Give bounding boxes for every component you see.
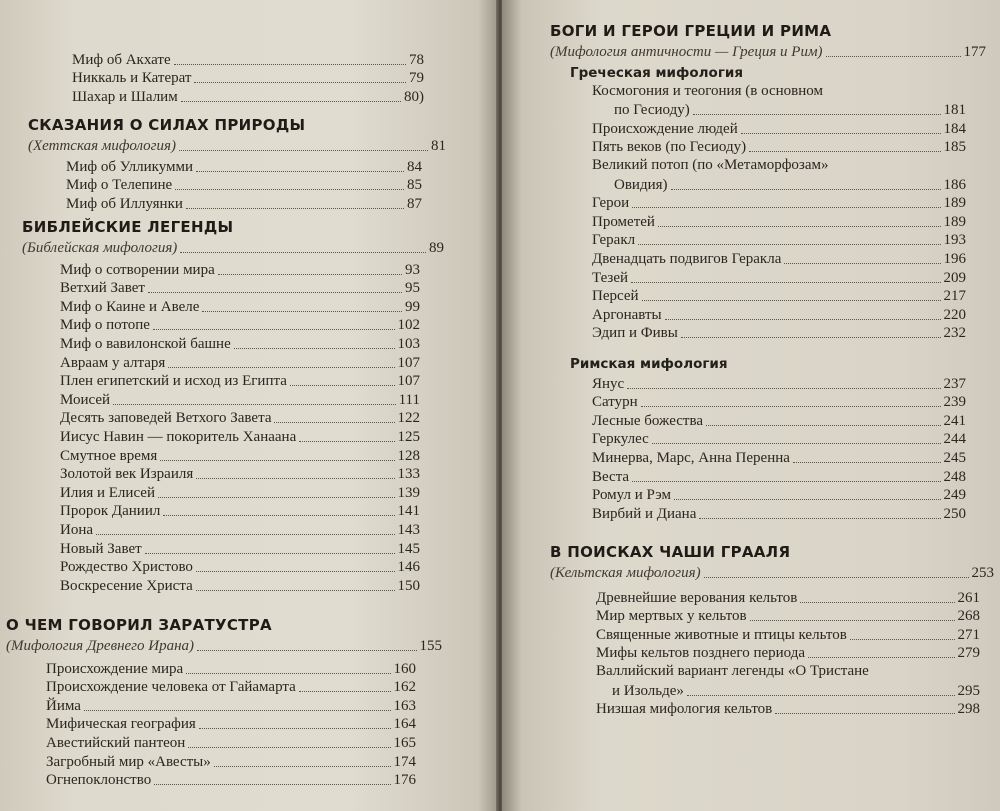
dot-leader: [234, 348, 395, 349]
dot-leader: [175, 189, 404, 190]
dot-leader: [658, 226, 941, 227]
dot-leader: [186, 673, 390, 674]
dot-leader: [800, 602, 954, 603]
dot-leader: [188, 747, 390, 748]
dot-leader: [179, 150, 428, 151]
toc-entry[interactable]: [46, 696, 416, 715]
dot-leader: [290, 385, 395, 386]
toc-entry[interactable]: [72, 50, 424, 69]
entry-title: Ромул и Рэм: [592, 487, 672, 504]
dot-leader: [741, 133, 941, 134]
dot-leader: [202, 311, 402, 312]
dot-leader: [186, 208, 404, 209]
entry-title: Золотой век Израиля: [60, 466, 194, 483]
entry-title: Огнепоклонство: [46, 772, 152, 789]
zarathustra-entries: [46, 659, 416, 789]
subtitle-text: (Мифология античности — Греция и Рим): [550, 43, 823, 60]
dot-leader: [196, 571, 395, 572]
entry-page: 79: [409, 70, 424, 87]
subtitle-text: (Хеттская мифология): [28, 137, 177, 154]
toc-entry[interactable]: [66, 194, 422, 213]
dot-leader: [793, 462, 941, 463]
section-heading: СКАЗАНИЯ О СИЛАХ ПРИРОДЫ: [28, 116, 306, 134]
entry-title: Происхождение людей: [592, 120, 738, 137]
subtitle-text: (Кельтская мифология): [550, 564, 701, 581]
dot-leader: [749, 151, 940, 152]
entry-title: Мир мертвых у кельтов: [596, 608, 747, 625]
entry-page: 163: [393, 697, 416, 714]
dot-leader: [163, 515, 394, 516]
entry-title: Пять веков (по Гесиоду): [592, 139, 747, 156]
toc-entry[interactable]: [46, 733, 416, 752]
entry-page: 174: [393, 753, 416, 770]
entry-page: 209: [943, 269, 966, 286]
section-subtitle[interactable]: [28, 136, 446, 155]
toc-entry[interactable]: [60, 483, 420, 502]
section-greece-rome: [550, 20, 986, 61]
entry-page: 248: [943, 468, 966, 485]
toc-entry[interactable]: [592, 212, 966, 231]
section-hittite: [28, 114, 446, 155]
entry-page: 185: [943, 139, 966, 156]
dot-leader: [627, 388, 940, 389]
entry-page: 196: [943, 250, 966, 267]
entry-title: Десять заповедей Ветхого Завета: [60, 410, 272, 427]
dot-leader: [158, 497, 395, 498]
entry-page: 95: [405, 280, 420, 297]
roman-entries: [592, 374, 966, 523]
section-heading: О ЧЕМ ГОВОРИЛ ЗАРАТУСТРА: [6, 616, 272, 634]
toc-entry[interactable]: [592, 156, 966, 193]
entry-page: 268: [957, 608, 980, 625]
toc-entry[interactable]: [596, 644, 980, 663]
entry-title: Никкаль и Катерат: [72, 70, 192, 87]
entry-title: Вирбий и Диана: [592, 505, 697, 522]
entry-continuation: [592, 101, 966, 120]
dot-leader: [218, 274, 402, 275]
toc-entry[interactable]: [60, 465, 420, 484]
dot-leader: [693, 114, 941, 115]
entry-title: Мифическая география: [46, 716, 196, 733]
entry-page: 145: [397, 540, 420, 557]
dot-leader: [652, 443, 941, 444]
entry-title: Веста: [592, 468, 630, 485]
entry-title: Плен египетский и исход из Египта: [60, 373, 287, 390]
entry-title: Загробный мир «Авесты»: [46, 753, 211, 770]
dot-leader: [632, 481, 940, 482]
entry-title: Мифы кельтов позднего периода: [596, 645, 806, 662]
entry-title: Великий потоп (по «Метаморфозам»: [592, 157, 829, 174]
entry-page: 217: [943, 288, 966, 305]
dot-leader: [665, 319, 941, 320]
entry-title: Миф о сотворении мира: [60, 261, 215, 278]
entry-page: 146: [397, 559, 420, 576]
entry-page: 298: [957, 701, 980, 718]
dot-leader: [181, 101, 401, 102]
section-subtitle[interactable]: [22, 238, 444, 257]
toc-entry[interactable]: [60, 576, 420, 595]
toc-entry[interactable]: [596, 700, 980, 719]
entry-title: Янус: [592, 375, 625, 392]
greek-block: [570, 64, 966, 82]
dot-leader: [153, 329, 395, 330]
entry-title: Иисус Навин — покоритель Ханаана: [60, 428, 297, 445]
toc-entry[interactable]: [60, 520, 420, 539]
entry-title: Моисей: [60, 391, 111, 408]
right-page: [502, 0, 1000, 811]
entry-page: 295: [957, 682, 980, 699]
entry-title: Шахар и Шалим: [72, 88, 178, 105]
entry-page: 184: [943, 120, 966, 137]
section-subtitle[interactable]: [550, 42, 986, 61]
roman-block: [570, 355, 966, 373]
greek-entries: [592, 82, 966, 342]
toc-entry[interactable]: [72, 87, 424, 106]
entry-page: 133: [397, 466, 420, 483]
entry-page: 279: [957, 645, 980, 662]
entry-title: Сатурн: [592, 394, 638, 411]
entry-title: Персей: [592, 288, 639, 305]
dot-leader: [196, 478, 394, 479]
toc-entry[interactable]: [60, 316, 420, 335]
dot-leader: [84, 710, 391, 711]
toc-entry[interactable]: [66, 176, 422, 195]
entry-title: Минерва, Марс, Анна Перенна: [592, 449, 790, 466]
entry-page: 139: [397, 484, 420, 501]
entry-title: Древнейшие верования кельтов: [596, 589, 798, 606]
toc-entry[interactable]: [66, 157, 422, 176]
entry-page: 193: [943, 232, 966, 249]
toc-entry[interactable]: [596, 662, 980, 699]
toc-entry[interactable]: [592, 194, 966, 213]
entry-title: Авестийский пантеон: [46, 734, 186, 751]
entry-page: 143: [397, 521, 420, 538]
section-heading: БИБЛЕЙСКИЕ ЛЕГЕНДЫ: [22, 218, 234, 236]
entry-title: Илия и Елисей: [60, 484, 155, 501]
subtitle-text: (Мифология Древнего Ирана): [6, 637, 195, 654]
entry-title: Герои: [592, 195, 630, 212]
top-entries: [72, 50, 424, 106]
toc-entry[interactable]: [46, 771, 416, 790]
toc-entry[interactable]: [72, 69, 424, 88]
toc-entry[interactable]: [60, 409, 420, 428]
toc-entry[interactable]: [596, 625, 980, 644]
entry-title: Пророк Даниил: [60, 503, 161, 520]
entry-page: 261: [957, 589, 980, 606]
dot-leader: [214, 766, 391, 767]
dot-leader: [299, 691, 391, 692]
entry-page: 164: [393, 716, 416, 733]
section-zarathustra: [6, 614, 442, 655]
dot-leader: [168, 367, 394, 368]
toc-entry[interactable]: [592, 324, 966, 343]
dot-leader: [775, 713, 954, 714]
toc-entry[interactable]: [592, 305, 966, 324]
dot-leader: [642, 300, 941, 301]
toc-entry[interactable]: [46, 659, 416, 678]
entry-title: Прометей: [592, 213, 655, 230]
dot-leader: [160, 460, 394, 461]
left-page: [0, 0, 498, 811]
dot-leader: [197, 650, 416, 651]
subtitle-text: (Библейская мифология): [22, 239, 178, 256]
entry-page: 162: [393, 679, 416, 696]
toc-entry[interactable]: [592, 231, 966, 250]
toc-entry[interactable]: [46, 678, 416, 697]
entry-page: 160: [393, 660, 416, 677]
dot-leader: [704, 577, 969, 578]
toc-entry[interactable]: [60, 372, 420, 391]
toc-entry[interactable]: [592, 249, 966, 268]
toc-entry[interactable]: [592, 430, 966, 449]
section-heading: БОГИ И ГЕРОИ ГРЕЦИИ И РИМА: [550, 22, 832, 40]
entry-page: 125: [397, 428, 420, 445]
dot-leader: [826, 56, 961, 57]
entry-title: Космогония и теогония (в основном: [592, 83, 823, 99]
dot-leader: [699, 518, 940, 519]
entry-page: 249: [943, 487, 966, 504]
entry-page: 107: [397, 354, 420, 371]
entry-title: Миф о потопе: [60, 317, 150, 334]
entry-page: 220: [943, 306, 966, 323]
dot-leader: [784, 263, 940, 264]
dot-leader: [154, 784, 390, 785]
subtitle-page: 253: [971, 564, 994, 581]
dot-leader: [274, 422, 394, 423]
entry-page: 87: [407, 195, 422, 212]
entry-title: Геракл: [592, 232, 636, 249]
entry-title: Эдип и Фивы: [592, 325, 678, 342]
toc-entry[interactable]: [60, 334, 420, 353]
toc-entry[interactable]: [60, 539, 420, 558]
toc-entry[interactable]: [60, 502, 420, 521]
entry-page: 150: [397, 577, 420, 594]
entry-page: 189: [943, 195, 966, 212]
toc-entry[interactable]: [46, 715, 416, 734]
entry-title: Тезей: [592, 269, 629, 286]
entry-title: Низшая мифология кельтов: [596, 701, 773, 718]
entry-page: 189: [943, 213, 966, 230]
dot-leader: [299, 441, 394, 442]
entry-title: Миф об Улликумми: [66, 158, 194, 175]
entry-page: 141: [397, 503, 420, 520]
entry-title: Миф об Акхате: [72, 51, 171, 68]
entry-page: 271: [957, 626, 980, 643]
toc-entry[interactable]: [592, 504, 966, 523]
toc-entry[interactable]: [596, 588, 980, 607]
dot-leader: [850, 639, 955, 640]
toc-entry[interactable]: [592, 287, 966, 306]
toc-entry[interactable]: [60, 353, 420, 372]
entry-page: 165: [393, 734, 416, 751]
hittite-entries: [66, 157, 422, 213]
dot-leader: [641, 406, 941, 407]
toc-entry[interactable]: [592, 268, 966, 287]
entry-page: 111: [398, 391, 420, 408]
toc-entry[interactable]: [60, 446, 420, 465]
entry-page: 80): [404, 88, 424, 105]
toc-entry[interactable]: [60, 390, 420, 409]
section-heading: В ПОИСКАХ ЧАШИ ГРААЛЯ: [550, 543, 791, 561]
entry-page: 102: [397, 317, 420, 334]
entry-page: 93: [405, 261, 420, 278]
entry-page: 85: [407, 177, 422, 194]
toc-entry[interactable]: [592, 119, 966, 138]
toc-entry[interactable]: [46, 752, 416, 771]
entry-page: 250: [943, 505, 966, 522]
entry-page: 122: [397, 410, 420, 427]
entry-title: Миф об Иллуянки: [66, 195, 183, 212]
toc-entry[interactable]: [60, 260, 420, 279]
entry-title: Происхождение человека от Гайамарта: [46, 679, 296, 696]
entry-page: 103: [397, 335, 420, 352]
toc-entry[interactable]: [60, 558, 420, 577]
entry-title: Рождество Христово: [60, 559, 193, 576]
dot-leader: [681, 337, 941, 338]
entry-page: 181: [943, 102, 966, 119]
dot-leader: [174, 64, 406, 65]
dot-leader: [145, 553, 395, 554]
section-biblical: [22, 216, 444, 257]
entry-title: Йима: [46, 697, 81, 714]
dot-leader: [148, 292, 402, 293]
biblical-entries: [60, 260, 420, 595]
entry-page: 239: [943, 394, 966, 411]
toc-entry[interactable]: [592, 411, 966, 430]
entry-title: Миф о вавилонской башне: [60, 335, 231, 352]
entry-continuation: [592, 175, 966, 194]
toc-entry[interactable]: [60, 279, 420, 298]
subtitle-page: 177: [963, 43, 986, 60]
toc-entry[interactable]: [592, 82, 966, 119]
dot-leader: [199, 728, 391, 729]
toc-entry[interactable]: [592, 138, 966, 157]
grail-entries: [596, 588, 980, 718]
dot-leader: [180, 252, 426, 253]
entry-page: 99: [405, 298, 420, 315]
subtitle-page: 155: [419, 637, 442, 654]
entry-page: 237: [943, 375, 966, 392]
toc-entry[interactable]: [592, 448, 966, 467]
entry-title: Двенадцать подвигов Геракла: [592, 250, 782, 267]
entry-title-cont: и Изольде»: [612, 682, 684, 699]
entry-title-cont: по Гесиоду): [614, 102, 690, 119]
subsection-heading: Римская мифология: [570, 356, 728, 372]
entry-title: Священные животные и птицы кельтов: [596, 626, 847, 643]
entry-title: Новый Завет: [60, 540, 142, 557]
entry-title: Миф о Каине и Авеле: [60, 298, 200, 315]
dot-leader: [631, 282, 940, 283]
entry-title: Лесные божества: [592, 412, 703, 429]
dot-leader: [674, 499, 940, 500]
dot-leader: [113, 404, 396, 405]
dot-leader: [194, 82, 406, 83]
toc-entry[interactable]: [592, 486, 966, 505]
subsection-heading: Греческая мифология: [570, 65, 743, 81]
dot-leader: [706, 425, 941, 426]
entry-title: Валлийский вариант легенды «О Тристане: [596, 663, 869, 680]
entry-page: 128: [397, 447, 420, 464]
subtitle-page: 81: [431, 137, 446, 154]
section-grail: [550, 541, 994, 582]
entry-page: 186: [943, 176, 966, 193]
toc-entry[interactable]: [592, 374, 966, 393]
entry-title-cont: Овидия): [614, 176, 668, 193]
section-subtitle[interactable]: [550, 563, 994, 582]
entry-page: 107: [397, 373, 420, 390]
dot-leader: [808, 657, 954, 658]
entry-title: Происхождение мира: [46, 660, 184, 677]
dot-leader: [687, 695, 955, 696]
toc-entry[interactable]: [592, 393, 966, 412]
entry-title: Аргонавты: [592, 306, 662, 323]
dot-leader: [671, 189, 941, 190]
dot-leader: [196, 590, 395, 591]
dot-leader: [96, 534, 394, 535]
entry-page: 232: [943, 325, 966, 342]
entry-continuation: [596, 681, 980, 700]
subtitle-page: 89: [429, 239, 444, 256]
entry-page: 244: [943, 431, 966, 448]
entry-title: Авраам у алтаря: [60, 354, 166, 371]
entry-title: Иона: [60, 521, 94, 538]
toc-entry[interactable]: [596, 607, 980, 626]
toc-entry[interactable]: [60, 297, 420, 316]
toc-entry[interactable]: [592, 467, 966, 486]
entry-title: Смутное время: [60, 447, 158, 464]
entry-page: 176: [393, 772, 416, 789]
entry-page: 78: [409, 51, 424, 68]
entry-page: 245: [943, 449, 966, 466]
entry-title: Геркулес: [592, 431, 649, 448]
section-subtitle[interactable]: [6, 636, 442, 655]
dot-leader: [632, 207, 940, 208]
entry-title: Ветхий Завет: [60, 280, 145, 297]
entry-page: 241: [943, 412, 966, 429]
entry-title: Воскресение Христа: [60, 577, 193, 594]
dot-leader: [638, 244, 940, 245]
entry-page: 84: [407, 158, 422, 175]
entry-title: Миф о Телепине: [66, 177, 173, 194]
dot-leader: [196, 171, 404, 172]
toc-entry[interactable]: [60, 427, 420, 446]
dot-leader: [750, 620, 955, 621]
